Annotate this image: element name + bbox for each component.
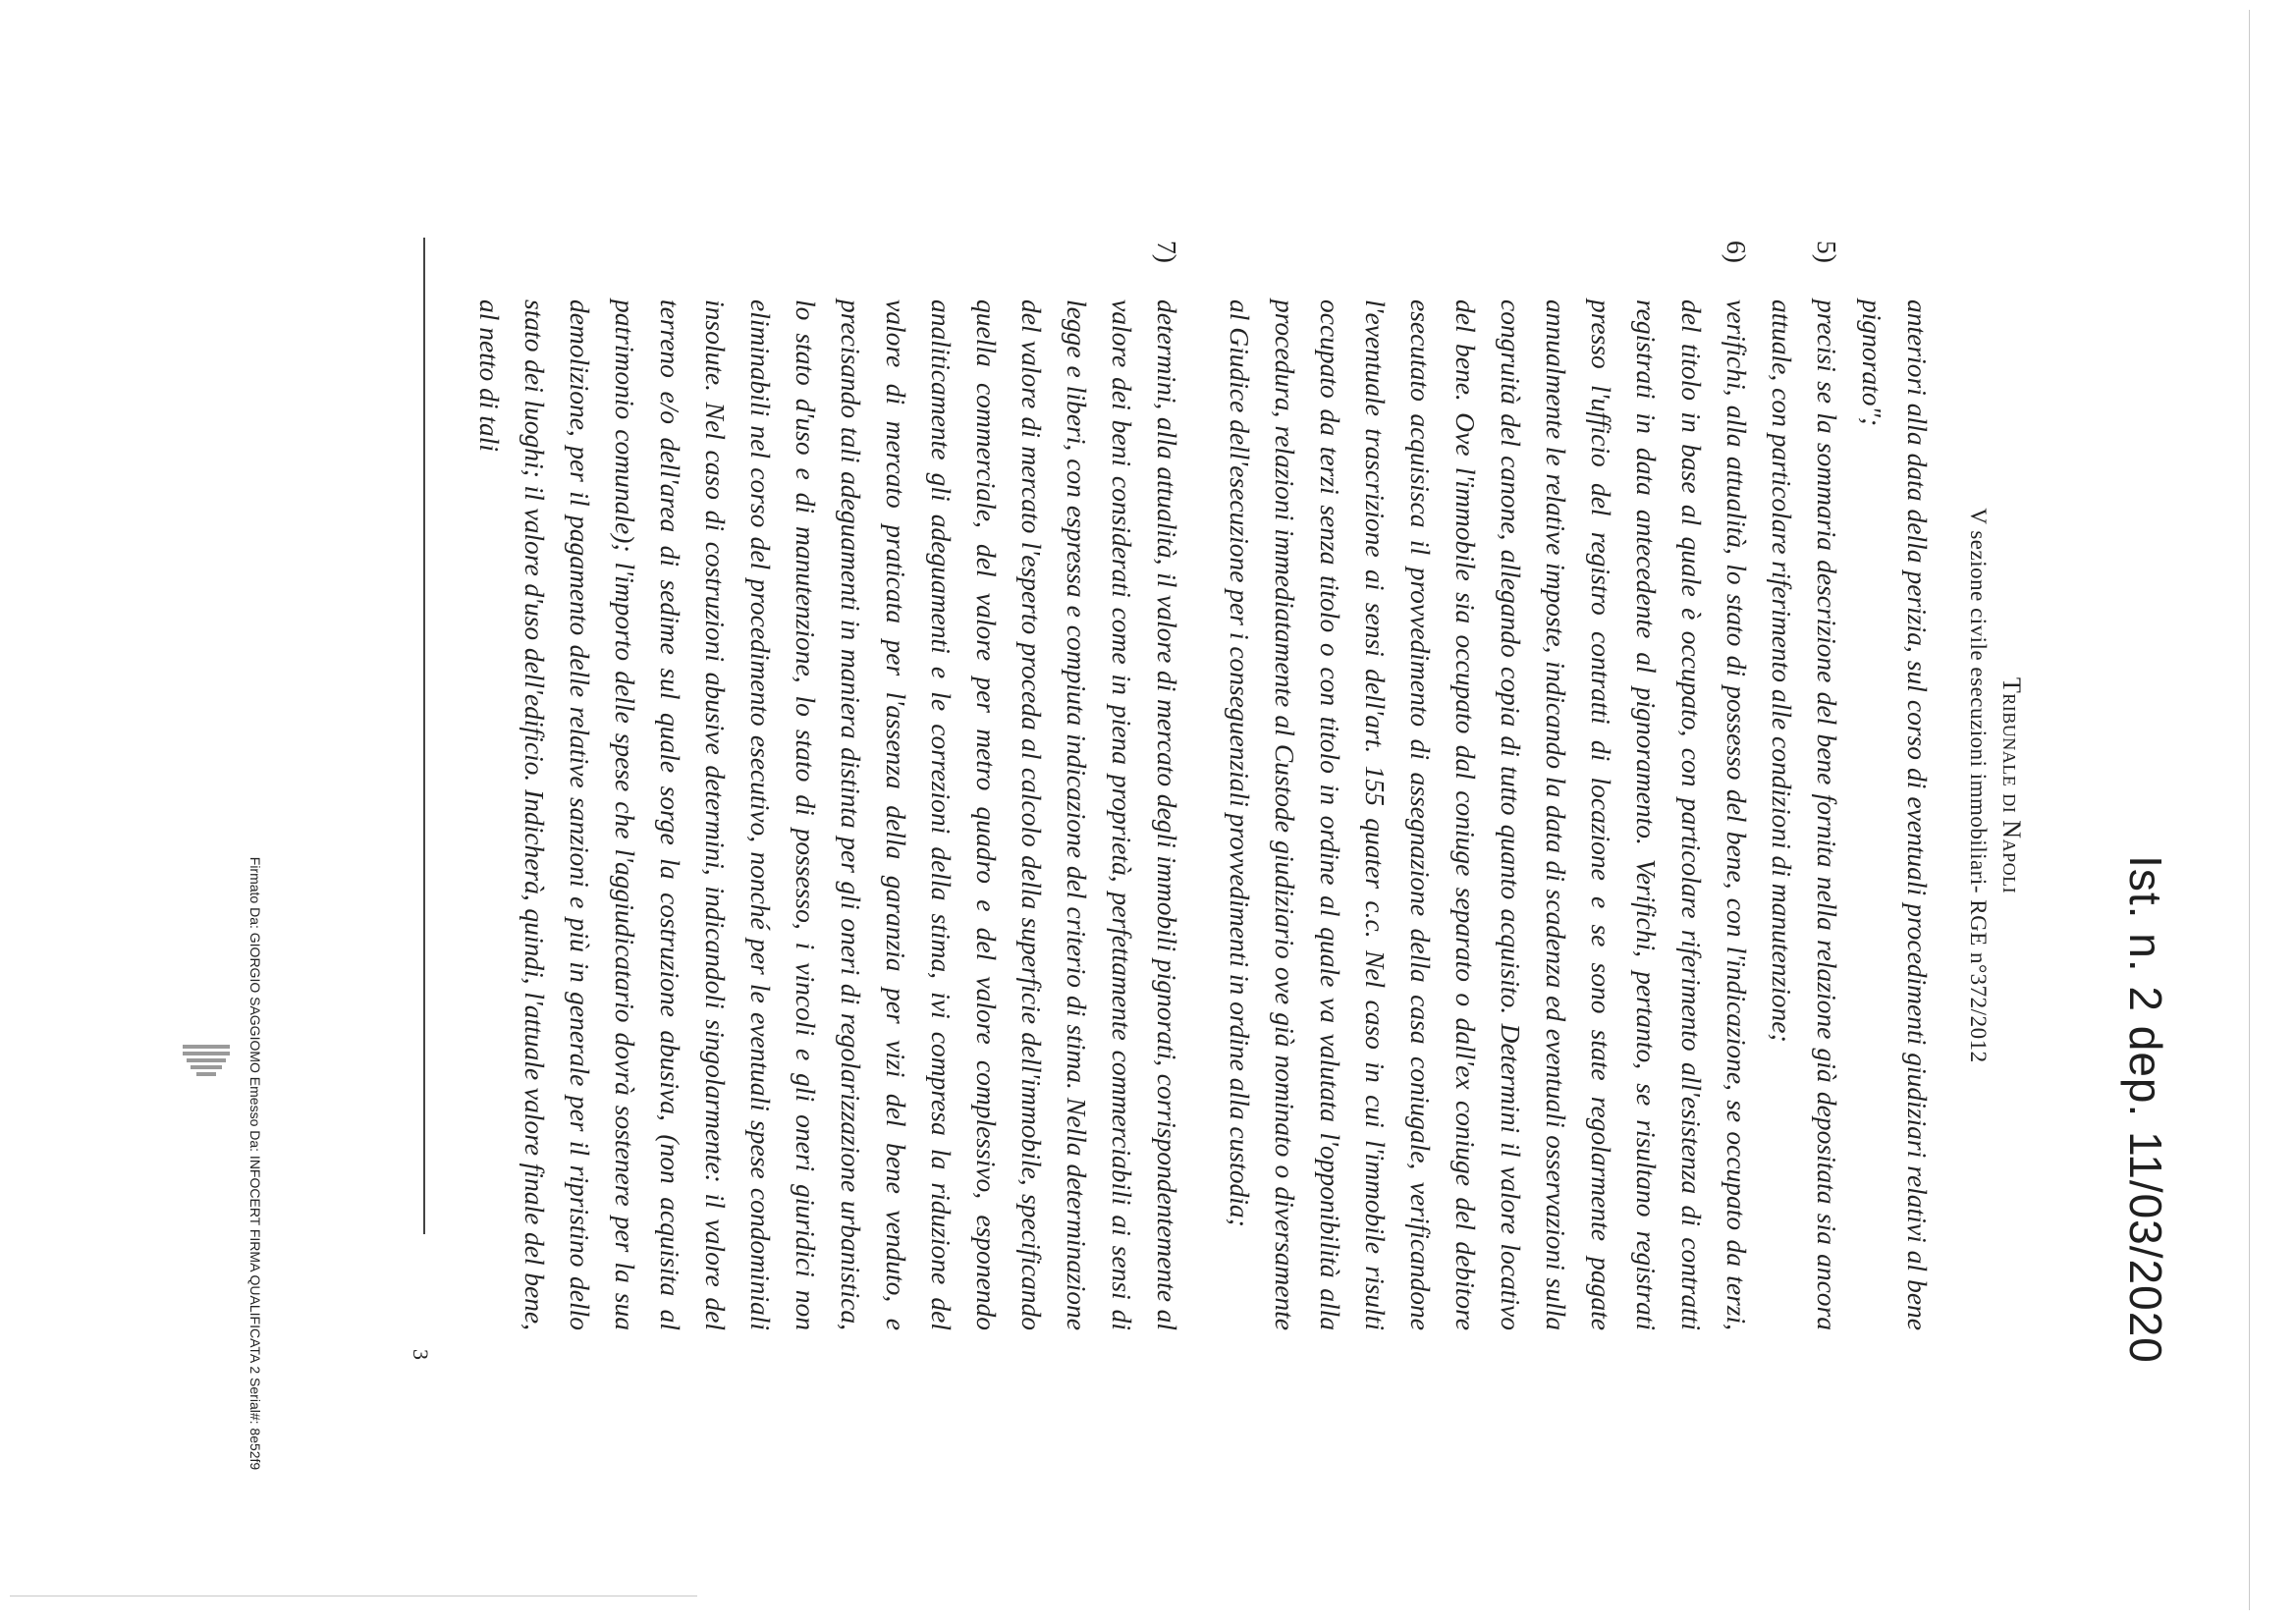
list-item-6	[1217, 241, 1759, 1330]
list-item-text: verifichi, alla attualità, lo stato di possesso del bene, con l'indicazione, se occupato da terzi, del titolo in base al quale è occupato, con particolare riferimento all'esistenza di contratti registrati in data antecedente al pignoramento. Verifichi, pertanto, se risultano registrati presso l'ufficio del registro contratti di locazione e se sono state regolarmente pagate annualmente le relative imposte, indicando la data di scadenza ed eventuali osservazioni sulla congruità del canone, allegando copia di tutto quanto acquisito. Determini il valore locativo del bene. Ove l'immobile sia occupato dal coniuge separato o dall'ex coniuge del debitore esecutato acquisisca il provvedimento di assegnazione della casa coniugale, verificandone l'eventuale trascrizione ai sensi dell'art. 155 quater c.c. Nel caso in cui l'immobile risulti occupato da terzi senza titolo o con titolo in ordine al quale va valutata l'opponibilità alla procedura, relazioni immediatamente al Custode giudiziario ove già nominato o diversamente al Giudice dell'esecuzione per i conseguenziali provvedimenti in ordine alla custodia;	[1225, 299, 1752, 1330]
spacer	[1189, 241, 1217, 1330]
footer-rule	[423, 238, 425, 1234]
list-item-number: 5)	[1812, 241, 1842, 263]
paragraph-continuation: anteriori alla data della perizia, sul corso di eventuali procedimenti giudiziari relativi al bene pignorato";	[1857, 299, 1933, 1330]
scan-edge-line-right	[2249, 10, 2250, 1610]
list-item-number: 6)	[1722, 241, 1752, 263]
page-number: 3	[409, 1349, 433, 1360]
document-body	[378, 241, 2028, 1360]
digital-signature-footer: Firmato Da: GIORGIO SAGGIOMO Emesso Da: INFOCERT FIRMA QUALIFICATA 2 Serial#: 8e52f9	[247, 856, 263, 1471]
section-title: V sezione civile esecuzioni immobiliari- RGE n°372/2012	[1966, 508, 1991, 1063]
infocert-logo-icon	[179, 1041, 234, 1080]
list-item-text: precisi se la sommaria descrizione del bene fornita nella relazione già depositata sia ancora attuale, con particolare riferimento alle condizioni di manutenzione;	[1767, 299, 1842, 1330]
list-item-text: determini, alla attualità, il valore di mercato degli immobili pignorati, corrispondentemente al valore dei beni considerati come in piena proprietà, perfettamente commerciabili ai sensi di legge e liberi, con espressa e compiuta indicazione del criterio di stima. Nella determinazione del valore di mercato l'esperto proceda al calcolo della superficie dell'immobile, specificando quella commerciale, del valore per metro quadro e del valore complessivo, esponendo analiticamente gli adeguamenti e le correzioni della stima, ivi compresa la riduzione del valore di mercato praticata per l'assenza della garanzia per vizi del bene venduto, e precisando tali adeguamenti in maniera distinta per gli oneri di regolarizzazione urbanistica, lo stato d'uso e di manutenzione, lo stato di possesso, i vincoli e gli oneri giuridici non eliminabili nel corso del procedimento esecutivo, nonché per le eventuali spese condominiali insolute. Nel caso di costruzioni abusive determini, indicandoli singolarmente: il valore del terreno e/o dell'area di sedime sul quale sorge la costruzione abusiva, (non acquisita al patrimonio comunale); l'importo delle spese che l'aggiudicatario dovrà sostenere per la sua demolizione, per il pagamento delle relative sanzioni e più in generale per il ripristino dello stato dei luoghi; il valore d'uso dell'edificio. Indicherà, quindi, l'attuale valore finale del bene, al netto di tali	[474, 299, 1182, 1330]
list-item-number: 7)	[1152, 241, 1182, 263]
court-title: Tribunale di Napoli	[1997, 676, 2026, 894]
list-item-5	[1759, 241, 1849, 1330]
document-header	[1961, 241, 2028, 1330]
list-item-7	[466, 241, 1189, 1330]
document-content	[409, 241, 1940, 1360]
deposit-stamp: Ist. n. 2 dep. 11/03/2020	[2120, 855, 2171, 1364]
